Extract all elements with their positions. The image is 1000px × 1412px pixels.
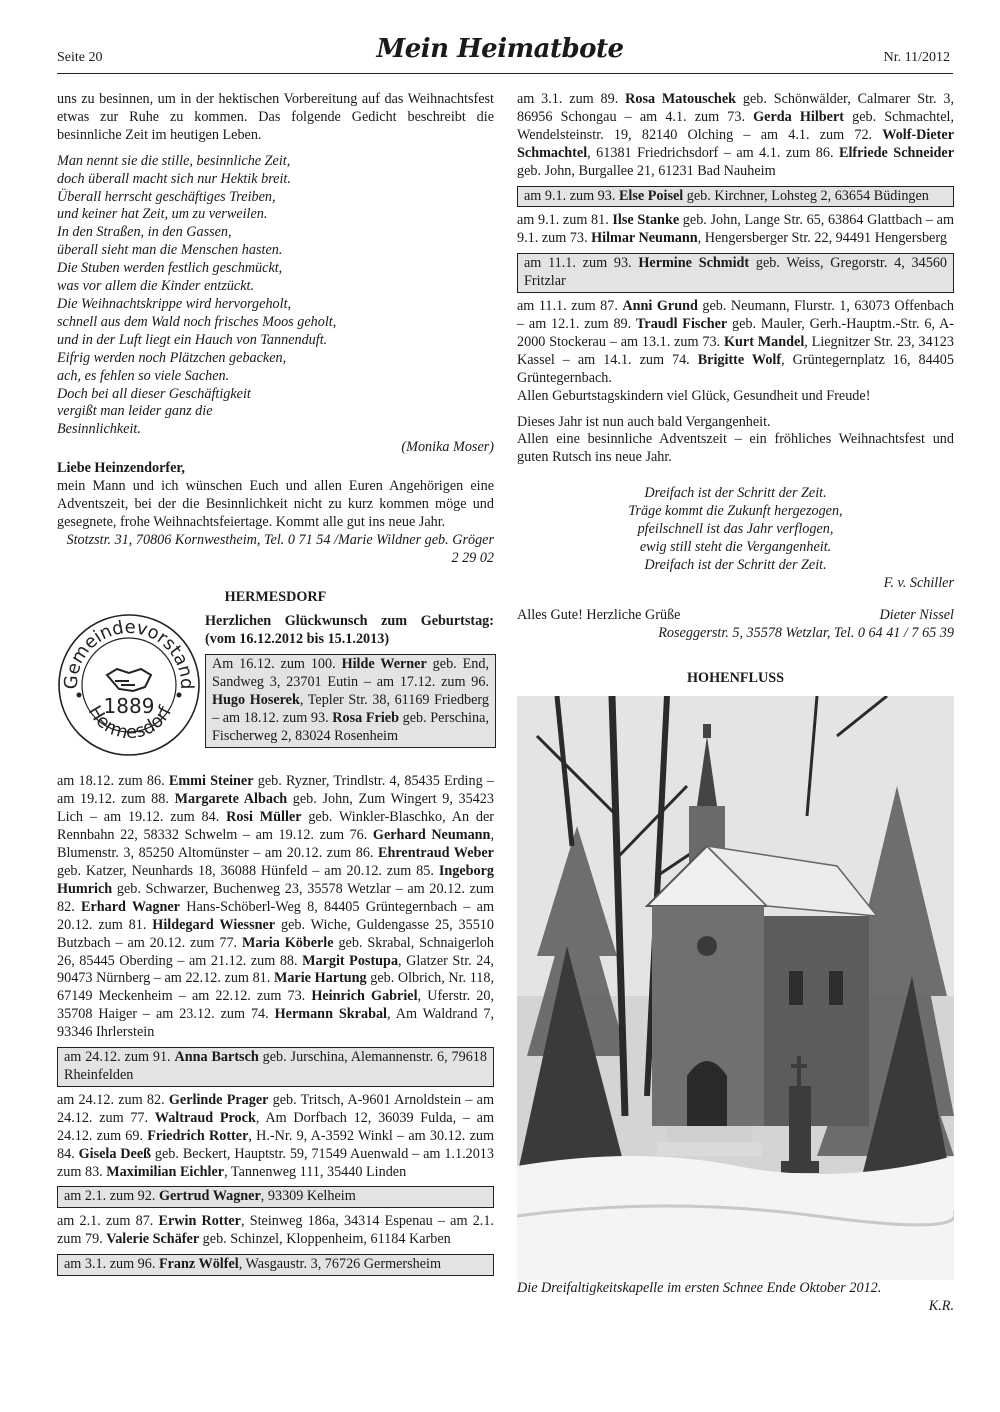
chapel-photo [517,696,954,1280]
issue-number: Nr. 11/2012 [883,50,950,65]
right-column [517,91,954,1316]
birthday-wish: Allen Geburtstagskindern viel Glück, Gesundheit und Freude! [517,387,871,404]
photo-caption: Die Dreifaltigkeitskapelle im ersten Schnee Ende Oktober 2012. [517,1280,882,1297]
closing-address: Roseggerstr. 5, 35578 Wetzlar, Tel. 0 64 41 / 7 65 39 [658,624,954,641]
highlight-box: am 24.12. zum 91. Anna Bartsch geb. Jurschina, Alemannenstr. 6, 79618 Rheinfelden [57,1047,494,1087]
poem-line: Doch bei all dieser Geschäftigkeit [57,385,251,402]
handshake-icon [107,669,151,691]
letter-body: mein Mann und ich wünschen Euch und allen Euren Angehörigen eine Adventszeit, bei der die Besinnlichkeit nicht zu kurz kommen möge und gesegnete, frohe Weihnachtsfeiertage. Kommt alle gut ins neue Jahr. Marie Wildner geb. Gröger [57,478,494,548]
birthday-list: am 18.12. zum 86. Emmi Steiner geb. Ryzner, Trindlstr. 4, 85435 Erding – am 19.12. zum 88. Margarete Albach geb. John, Zum Wingert 9, 35423 Lich – am 19.12. zum 84. Rosi Müller geb. Winkler-Blaschko, An der Rennbahn 22, 58332 Schwelm – am 19.12. zum 76. Gerhard Neumann, Blumenstr. 3, 85250 Altomünster – am 20.12. zum 86. Ehrentraud Weber geb. Katzer, Neunhards 18, 36088 Hünfeld – am 20.12. zum 85. Ingeborg Humrich geb. Schwarzer, Buchenweg 23, 35578 Wetzlar – am 20.12. zum 82. Erhard Wagner Hans-Schöberl-Weg 8, 84405 Grüntegernbach – am 20.12. zum 81. Hildegard Wiessner geb. Wiche, Guldengasse 25, 35510 Butzbach – am 20.12. zum 77. Maria Köberle geb. Skrabal, Schnaigerloh 26, 85445 Oberding – am 21.12. zum 88. Margit Postupa, Glatzer Str. 24, 90473 Nürnberg – am 22.12. zum 81. Marie Hartung geb. Olbrich, Nr. 118, 67149 Meckenheim – am 22.12. zum 73. Heinrich Gabriel, Uferstr. 20, 35708 Haiger – am 23.12. zum 74. Hermann Skrabal, Am Waldrand 7, 93346 Ihrlerstein [57,773,495,1041]
birthday-list: am 11.1. zum 87. Anni Grund geb. Neumann, Flurstr. 1, 63073 Offenbach – am 12.1. zum 89. Traudl Fischer geb. Mauler, Gerh.-Hauptm.-Str. 6, A-2000 Stockerau – am 13.1. zum 73. Kurt Mandel, Liegnitzer Str. 23, 34123 Kassel – am 14.1. zum 74. Brigitte Wolf, Grüntegernplatz 16, 84405 Grüntegernbach. [517,298,954,386]
stamp-top-text: Gemeindevorstand [60,617,198,691]
poem-line: Die Stuben werden festlich geschmückt, [57,260,283,277]
intro-text: uns zu besinnen, um in der hektischen Vorbereitung auf das Weihnachtsfest etwas zur Ruhe zu kommen. Das folgende Gedicht beschreibt die besinnliche Zeit im heutigen Leben. [57,91,494,143]
quote-line: ewig still steht die Vergangenheit. [639,538,832,555]
quote-line: Dreifach ist der Schritt der Zeit. [644,485,827,502]
poem-line: und in der Luft liegt ein Hauch von Tannenduft. [57,331,328,348]
photo-credit: K.R. [928,1298,954,1315]
closing-name: Dieter Nissel [879,606,954,623]
header-rule [57,73,953,74]
birthday-list: am 3.1. zum 89. Rosa Matouschek geb. Schönwälder, Calmarer Str. 3, 86956 Schongau – am 4.1. zum 73. Gerda Hilbert geb. Schmachtel, Wendelsteinstr. 19, 82140 Olching – am 4.1. zum 72. Wolf-Dieter Schmachtel, 61381 Friedrichsdorf – am 4.1. zum 86. Elfriede Schneider geb. John, Burgallee 21, 61231 Bad Nauheim [517,91,955,179]
section-title-hermesdorf: HERMESDORF [224,588,327,605]
closing-greeting: Alles Gute! Herzliche Grüße [517,606,681,623]
municipal-stamp-seal [57,613,202,758]
highlight-box: am 2.1. zum 92. Gertrud Wagner, 93309 Kelheim [57,1186,494,1208]
highlight-box: am 3.1. zum 96. Franz Wölfel, Wasgaustr. 3, 76726 Germersheim [57,1254,494,1276]
quote-line: Träge kommt die Zukunft hergezogen, [628,503,843,520]
letter-signature-address: Stotzstr. 31, 70806 Kornwestheim, Tel. 0 71 54 / 2 29 02 [66,531,494,566]
poem-line: schnell aus dem Wald noch frisches Moos geholt, [57,313,337,330]
letter-greeting: Liebe Heinzendorfer, [57,460,185,477]
poem-line: Eifrig werden noch Plätzchen gebacken, [57,349,287,366]
letter-signature-name: Marie Wildner geb. Gröger [337,531,494,548]
hermesdorf-header [57,613,494,773]
stamp-bottom-text: Hermesdorf [83,702,177,744]
poem-line: Man nennt sie die stille, besinnliche Zeit, [57,152,291,169]
birthday-heading: Herzlichen Glückwunsch zum Geburtstag: (vom 16.12.2012 bis 15.1.2013) [205,613,494,648]
poem-line: In den Straßen, in den Gassen, [57,224,232,241]
page-number: Seite 20 [57,50,103,65]
poem-line: vergißt man leider ganz die [57,403,213,420]
poem-line: was vor allem die Kinder entzückt. [57,278,255,295]
quote-author: F. v. Schiller [883,574,954,591]
poem-line: doch überall macht sich nur Hektik breit. [57,170,291,187]
poem-line: Überall herrscht geschäftiges Treiben, [57,188,276,205]
closing-line [517,607,954,625]
poem-line: und keiner hat Zeit, um zu verweilen. [57,206,268,223]
advent-wish: Allen eine besinnliche Adventszeit – ein fröhliches Weihnachtsfest und guten Rutsch ins neue Jahr. [517,431,954,466]
schiller-quote [517,485,954,575]
poem-line: Besinnlichkeit. [57,421,141,438]
highlight-box: am 11.1. zum 93. Hermine Schmidt geb. Weiss, Gregorstr. 4, 34560 Fritzlar [517,253,954,293]
stamp-year: 1889 [103,694,155,719]
poem [57,153,494,440]
section-title-hohenfluss: HOHENFLUSS [687,670,784,687]
birthday-list: am 24.12. zum 82. Gerlinde Prager geb. Tritsch, A-9601 Arnoldstein – am 24.12. zum 77. Waltraud Prock, Am Dorfbach 12, 36039 Fulda, – am 24.12. zum 69. Friedrich Rotter, H.-Nr. 9, A-3592 Winkl – am 30.12. zum 84. Gisela Deeß geb. Beckert, Hauptstr. 59, 71549 Auenwald – am 1.1.2013 zum 83. Maximilian Eichler, Tannenweg 111, 35440 Linden [57,1091,494,1180]
highlight-box: Am 16.12. zum 100. Hilde Werner geb. End, Sandweg 3, 23701 Eutin – am 17.12. zum 96. Hugo Hoserek, Tepler Str. 38, 61169 Friedberg – am 18.12. zum 93. Rosa Frieb geb. Perschina, Fischerweg 2, 83024 Rosenheim [205,654,496,748]
svg-text:Gemeindevorstand [61,617,197,690]
quote-line: pfeilschnell ist das Jahr verflogen, [637,521,834,538]
poem-author: (Monika Moser) [401,439,494,456]
masthead-title: Mein Heimatbote [376,34,624,64]
year-end-text: Dieses Jahr ist nun auch bald Vergangenheit. [517,413,771,430]
poem-line: ach, es fehlen so viele Sachen. [57,367,230,384]
left-column [57,91,494,1281]
poem-line: Die Weihnachtskrippe wird hervorgeholt, [57,295,292,312]
highlight-box: am 9.1. zum 93. Else Poisel geb. Kirchner, Lohsteg 2, 63654 Büdingen [517,186,954,208]
birthday-list: am 9.1. zum 81. Ilse Stanke geb. John, Lange Str. 65, 63864 Glattbach – am 9.1. zum 73. Hilmar Neumann, Hengersberger Str. 22, 94491 Hengersberg [517,212,954,247]
quote-line: Dreifach ist der Schritt der Zeit. [644,556,827,573]
poem-line: überall sieht man die Menschen hasten. [57,242,283,259]
birthday-list: am 2.1. zum 87. Erwin Rotter, Steinweg 186a, 34314 Espenau – am 2.1. zum 79. Valerie Schäfer geb. Schinzel, Kloppenheim, 61184 Karben [57,1213,494,1248]
